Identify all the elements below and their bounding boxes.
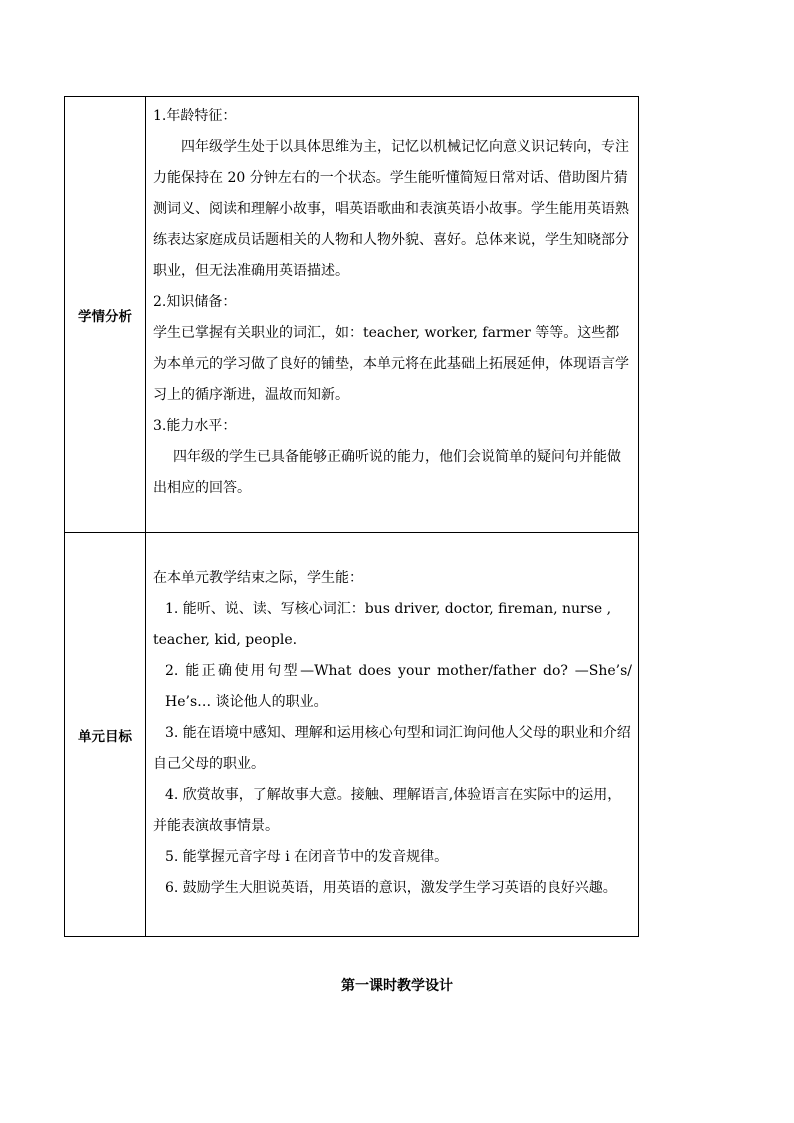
goal-item-2-continued: He’s… 谈论他人的职业。 bbox=[165, 694, 328, 710]
goal-item-3: 3. 能在语境中感知、理解和运用核心句型和词汇询问他人父母的职业和介绍自己父母的职业。 bbox=[153, 725, 631, 772]
goal-item-2: 2. 能正确使用句型—What does your mother/father do? —She’s/ bbox=[165, 663, 632, 679]
ability-paragraph: 四年级的学生已具备能够正确听说的能力，他们会说简单的疑问句并能做出相应的回答。 bbox=[153, 449, 621, 496]
goal-item-5: 5. 能掌握元音字母 i 在闭音节中的发音规律。 bbox=[165, 849, 449, 865]
goal-item-6: 6. 鼓励学生大胆说英语，用英语的意识，激发学生学习英语的良好兴趣。 bbox=[165, 880, 617, 896]
row-label-student-analysis: 学情分析 bbox=[65, 97, 146, 533]
unit-goals-content bbox=[146, 533, 639, 937]
unit-plan-table bbox=[64, 96, 639, 937]
ability-heading: 3.能力水平： bbox=[153, 418, 237, 434]
table-row-student-analysis bbox=[65, 97, 639, 533]
goal-item-1: 1. 能听、说、读、写核心词汇：bus driver, doctor, fireman, nurse , teacher, kid, people. bbox=[153, 601, 612, 648]
table-row-unit-goals bbox=[65, 533, 639, 937]
age-paragraph: 四年级学生处于以具体思维为主，记忆以机械记忆向意义识记转向，专注力能保持在 20 分钟左右的一个状态。学生能听懂简短日常对话、借助图片猜测词义、阅读和理解小故事，唱英语歌曲和表演英语小故事。学生能用英语熟练表达家庭成员话题相关的人物和人物外貌、喜好。总体来说，学生知晓部分职业，但无法准确用英语描述。 bbox=[153, 139, 629, 279]
goals-intro: 在本单元教学结束之际，学生能： bbox=[153, 570, 363, 586]
student-analysis-content bbox=[146, 97, 639, 533]
goal-item-4: 4. 欣赏故事，了解故事大意。接触、理解语言,体验语言在实际中的运用，并能表演故事情景。 bbox=[153, 787, 622, 834]
lesson-title: 第一课时教学设计 bbox=[341, 978, 453, 994]
knowledge-paragraph: 学生已掌握有关职业的词汇，如：teacher, worker, farmer 等等。这些都为本单元的学习做了良好的铺垫，本单元将在此基础上拓展延伸，体现语言学习上的循序渐进，温故而知新。 bbox=[153, 325, 629, 403]
row-label-unit-goals: 单元目标 bbox=[65, 533, 146, 937]
knowledge-heading: 2.知识储备： bbox=[153, 294, 237, 310]
age-heading: 1.年龄特征： bbox=[153, 108, 237, 124]
